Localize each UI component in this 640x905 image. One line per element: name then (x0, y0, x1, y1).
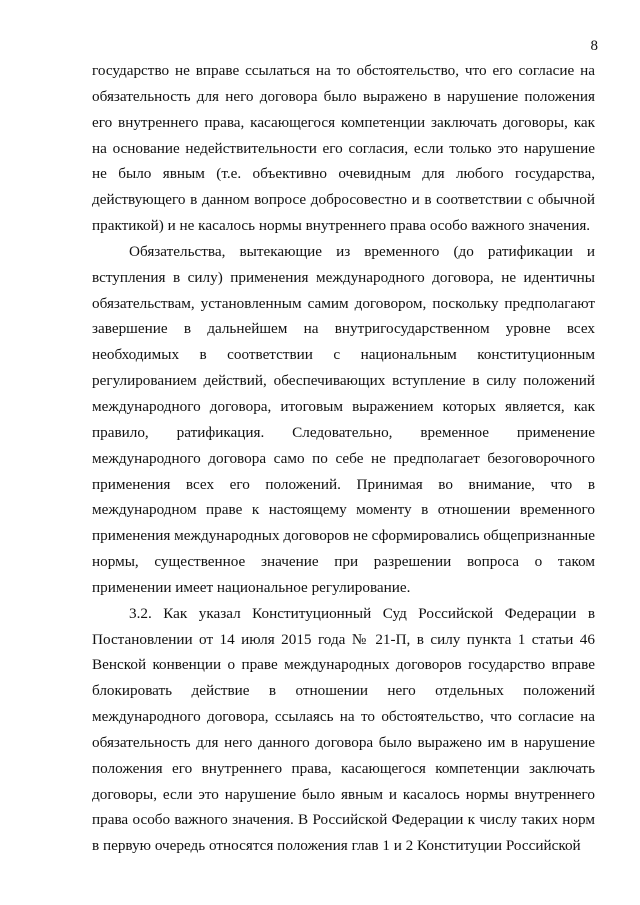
paragraph-section-3-2: 3.2. Как указал Конституционный Суд Российской Федерации в Постановлении от 14 июля 2015 года № 21-П, в силу пункта 1 статьи 46 Венской конвенции о праве международных договоров государство вправе блокировать действие в отношении него отдельных положений международного договора, ссылаясь на то обстоятельство, что согласие на обязательность для него данного договора было выражено им в нарушение положения его внутреннего права, касающегося компетенции заключать договоры, если это нарушение было явным и касалось нормы внутреннего права особо важного значения. В Российской Федерации к числу таких норм в первую очередь относятся положения глав 1 и 2 Конституции Российской (92, 604, 595, 855)
page-number: 8 (590, 38, 598, 54)
document-body (92, 58, 595, 859)
paragraph-continuation: государство не вправе ссылаться на то обстоятельство, что его согласие на обязательность для него договора было выражено в нарушение положения его внутреннего права, касающегося компетенции заключать договоры, как на основание недействительности его согласия, если только это нарушение не было явным (т.е. объективно очевидным для любого государства, действующего в данном вопросе добросовестно и в соответствии с обычной практикой) и не касалось нормы внутреннего права особо важного значения. (92, 62, 595, 235)
paragraph-obligations: Обязательства, вытекающие из временного (до ратификации и вступления в силу) применения международного договора, не идентичны обязательствам, установленным самим договором, поскольку предполагают завершение в дальнейшем на внутригосударственном уровне всех необходимых в соответствии с национальным конституционным регулированием действий, обеспечивающих вступление в силу положений международного договора, итоговым выражением которых является, как правило, ратификация. Следовательно, временное применение международного договора само по себе не предполагает безоговорочного применения всех его положений. Принимая во внимание, что в международном праве к настоящему моменту в отношении временного применения международных договоров не сформировались общепризнанные нормы, существенное значение при разрешении вопроса о таком применении имеет национальное регулирование. (92, 242, 595, 596)
